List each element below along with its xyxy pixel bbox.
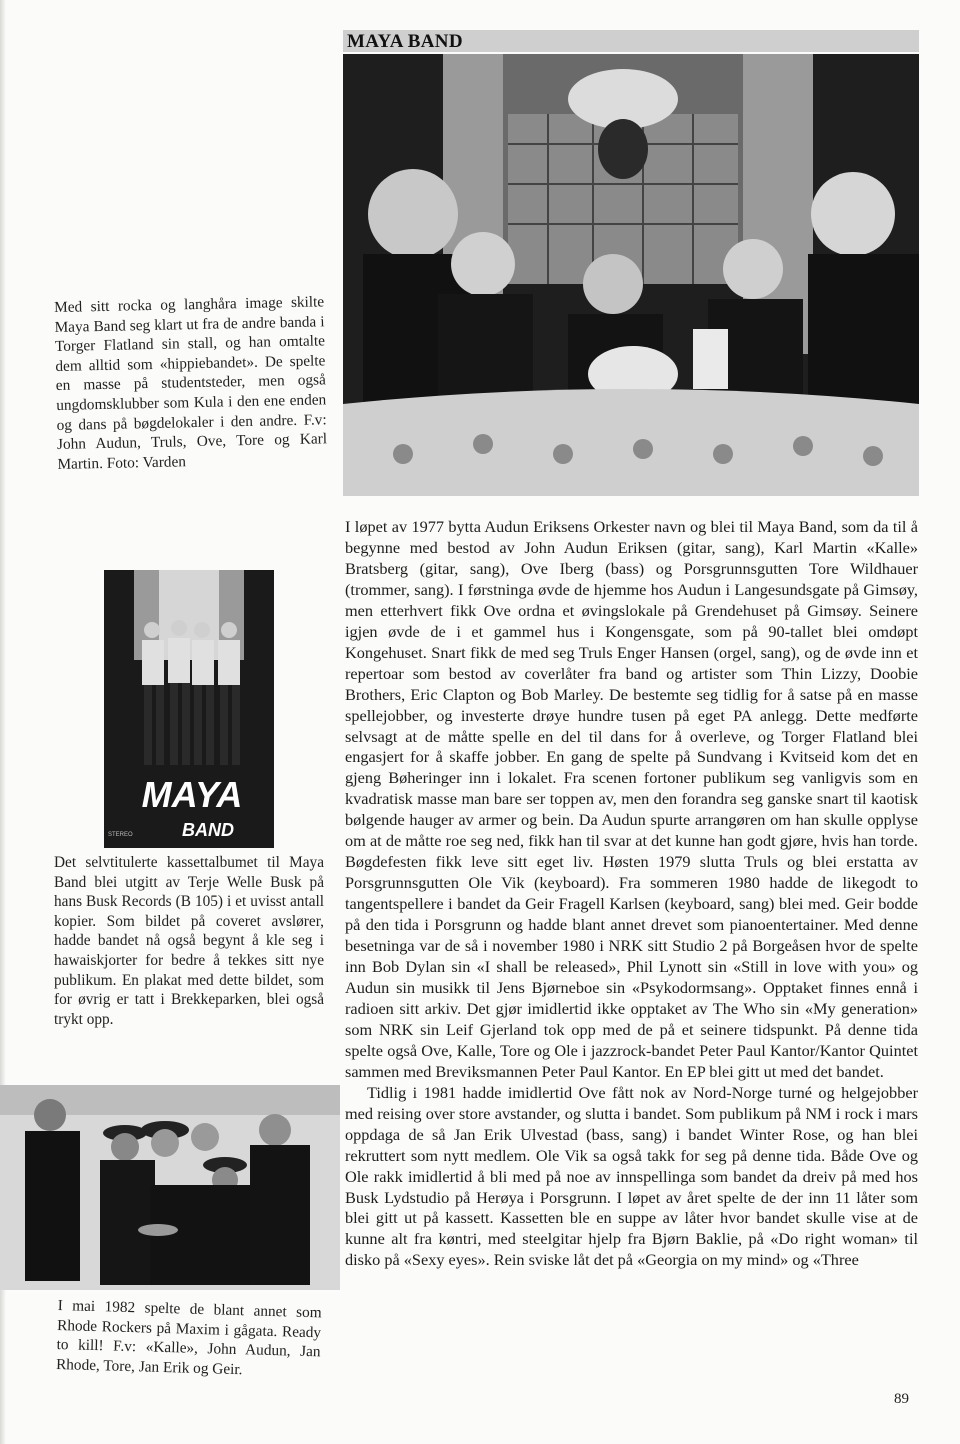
cassette-logo-maya: MAYA	[141, 774, 243, 815]
band-photo-image	[343, 54, 919, 496]
cassette-caption: Det selvtitulerte kassettalbumet til Maya Band blei utgitt av Terje Welle Busk på hans Busk Records (B 105) i et uvisst antall kopier. Som bildet på coveret avslører, hadde bandet nå også begynt å kle seg i hawaiskjorter for bedre å tekkes sitt nye publikum. En plakat med dette bildet, som for øvrig er tatt i Brekkeparken, blei også trykt opp.	[54, 854, 324, 1028]
cassette-stereo-label: STEREO	[108, 832, 133, 838]
article-body	[345, 517, 918, 1271]
rhode-rockers-caption: I mai 1982 spelte de blant annet som Rhode Rockers på Maxim i gågata. Ready to kill! F.v: «Kalle», John Audun, Jan Rhode, Tore, Jan Erik og Geir.	[55, 1296, 322, 1378]
article-paragraph-1: I løpet av 1977 bytta Audun Eriksens Orkester navn og blei til Maya Band, som da til å begynne med bestod av John Audun Eriksen (gitar, sang), Karl Martin «Kalle» Bratsberg (gitar, sang), Ove Iberg (bass) og Porsgrunnsgutten Tore Wildhauer (trommer, sang). I førstninga øvde de hjemme hos Audun i Langesundsgate på Gimsøy, men etterhvert fikk Ove ordna et øvingslokale på Grendehuset på Gimsøy. Seinere igjen øvde de i et gammel hus i Kongensgate, som på 90-tallet blei omdøpt Kongehuset. Snart fikk de med seg Truls Enger Hansen (orgel, sang), og de øvde inn et repertoar som bestod av coverlåter fra band og artister som Thin Lizzy, Doobie Brothers, Eric Clapton og Bob Marley. De bestemte seg tidlig for å satse på en masse spellejobber, og investerte drøye hundre tusen på eget PA anlegg. Dette medførte selvsagt at de måtte spelle en del til dans for å overleve, og Torger Flatland blei engasjert for å skaffe jobber. En gang de spelte på Sundvang i Kvitseid kom det en gjeng Bøheringer inn i lokalet. Fra scenen fortoner publikum seg vanligvis som en kvadratisk masse man bare ser toppen av, men den forandra seg ganske snart til kaotisk bølgende hauger av armer og bein. Da Audun spurte arrangøren om han skulle opplyse om at de måtte roe seg ned, fikk han til svar at det kunne han godt gjøre, hvis han torde. Bøgdefesten fikk leve sitt eget liv. Høsten 1979 slutta Truls og blei erstatta av Porsgrunnsgutten Ole Vik (keyboard). Fra sommeren 1980 hadde de likegodt to tangentspellere i bandet da Geir Fragell Karlsen (keyboard, sang) blei med. Geir bodde på den tida i Porsgrunn og hadde blant annet drevet som pianoentertainer. Med denne besetninga var de så i november 1980 i NRK sitt Studio 2 på Borgeåsen hvor de spelte inn Bob Dylan sin «I shall be released», Phil Lynott sin «Still in love with you» og Audun sin musikk til Jens Bjørneboe sin «Psykodormsang». Opptaket finnes ennå i radioen sitt arkiv. Det gjør imidlertid ikke opptaket av The Who sin «My generation» som NRK sin Leif Gjerland tok opp med de på et seinere tidspunkt. På denne tida spelte også Ove, Kalle, Tore og Ole i jazzrock-bandet Peter Paul Kantor/Kantor Quintet sammen med Breviksmannen Peter Paul Kantor. En EP blei gitt ut med det bandet.	[345, 517, 918, 1081]
band-photo	[343, 54, 919, 496]
rhode-rockers-image	[0, 1085, 340, 1290]
band-photo-caption: Med sitt rocka og langhåra image skilte Maya Band seg klart ut fra de andre banda i Torger Flatland sin stall, og han omtalte dem alltid som «hippiebandet». De spelte en masse på studentsteder, men også ungdomsklubber som Kula i den ene enden og dans på bøgdelokaler i den andre. F.v: John Audun, Truls, Ove, Tore og Karl Martin. Foto: Varden	[54, 293, 328, 473]
page-number: 89	[894, 1391, 909, 1407]
cassette-logo-band: BAND	[182, 820, 234, 840]
section-title: MAYA BAND	[347, 31, 463, 52]
cassette-cover-photo	[104, 570, 274, 848]
cassette-cover-image	[104, 570, 274, 848]
article-paragraph-2: Tidlig i 1981 hadde imidlertid Ove fått nok av Nord-Norge turné og helgejobber med reising over store avstander, og slutta i bandet. Som publikum på NM i rock i mars oppdaga de så Jan Erik Ulvestad (bass, sang) i bandet Winter Rose, og han blei rekruttert som nytt medlem. Ole Vik sa også takk for seg på denne tida. Både Ove og Ole rakk imidlertid å bli med på noe av innspellinga som bandet da dreiv på med hos Busk Lydstudio på Herøya i Porsgrunn. I løpet av året spelte de der inn 11 låter som blei gitt ut på kassett. Kassetten ble en suppe av låter hvor bandet skulle vise at de kunne alt fra køntri, med steelgitar hjelp fra Bjørn Baklie, på «Do right woman» til disko på «Sexy eyes». Rein sviske låt det på «Georgia on my mind» og «Three	[345, 1082, 918, 1270]
rhode-rockers-photo	[0, 1085, 340, 1290]
